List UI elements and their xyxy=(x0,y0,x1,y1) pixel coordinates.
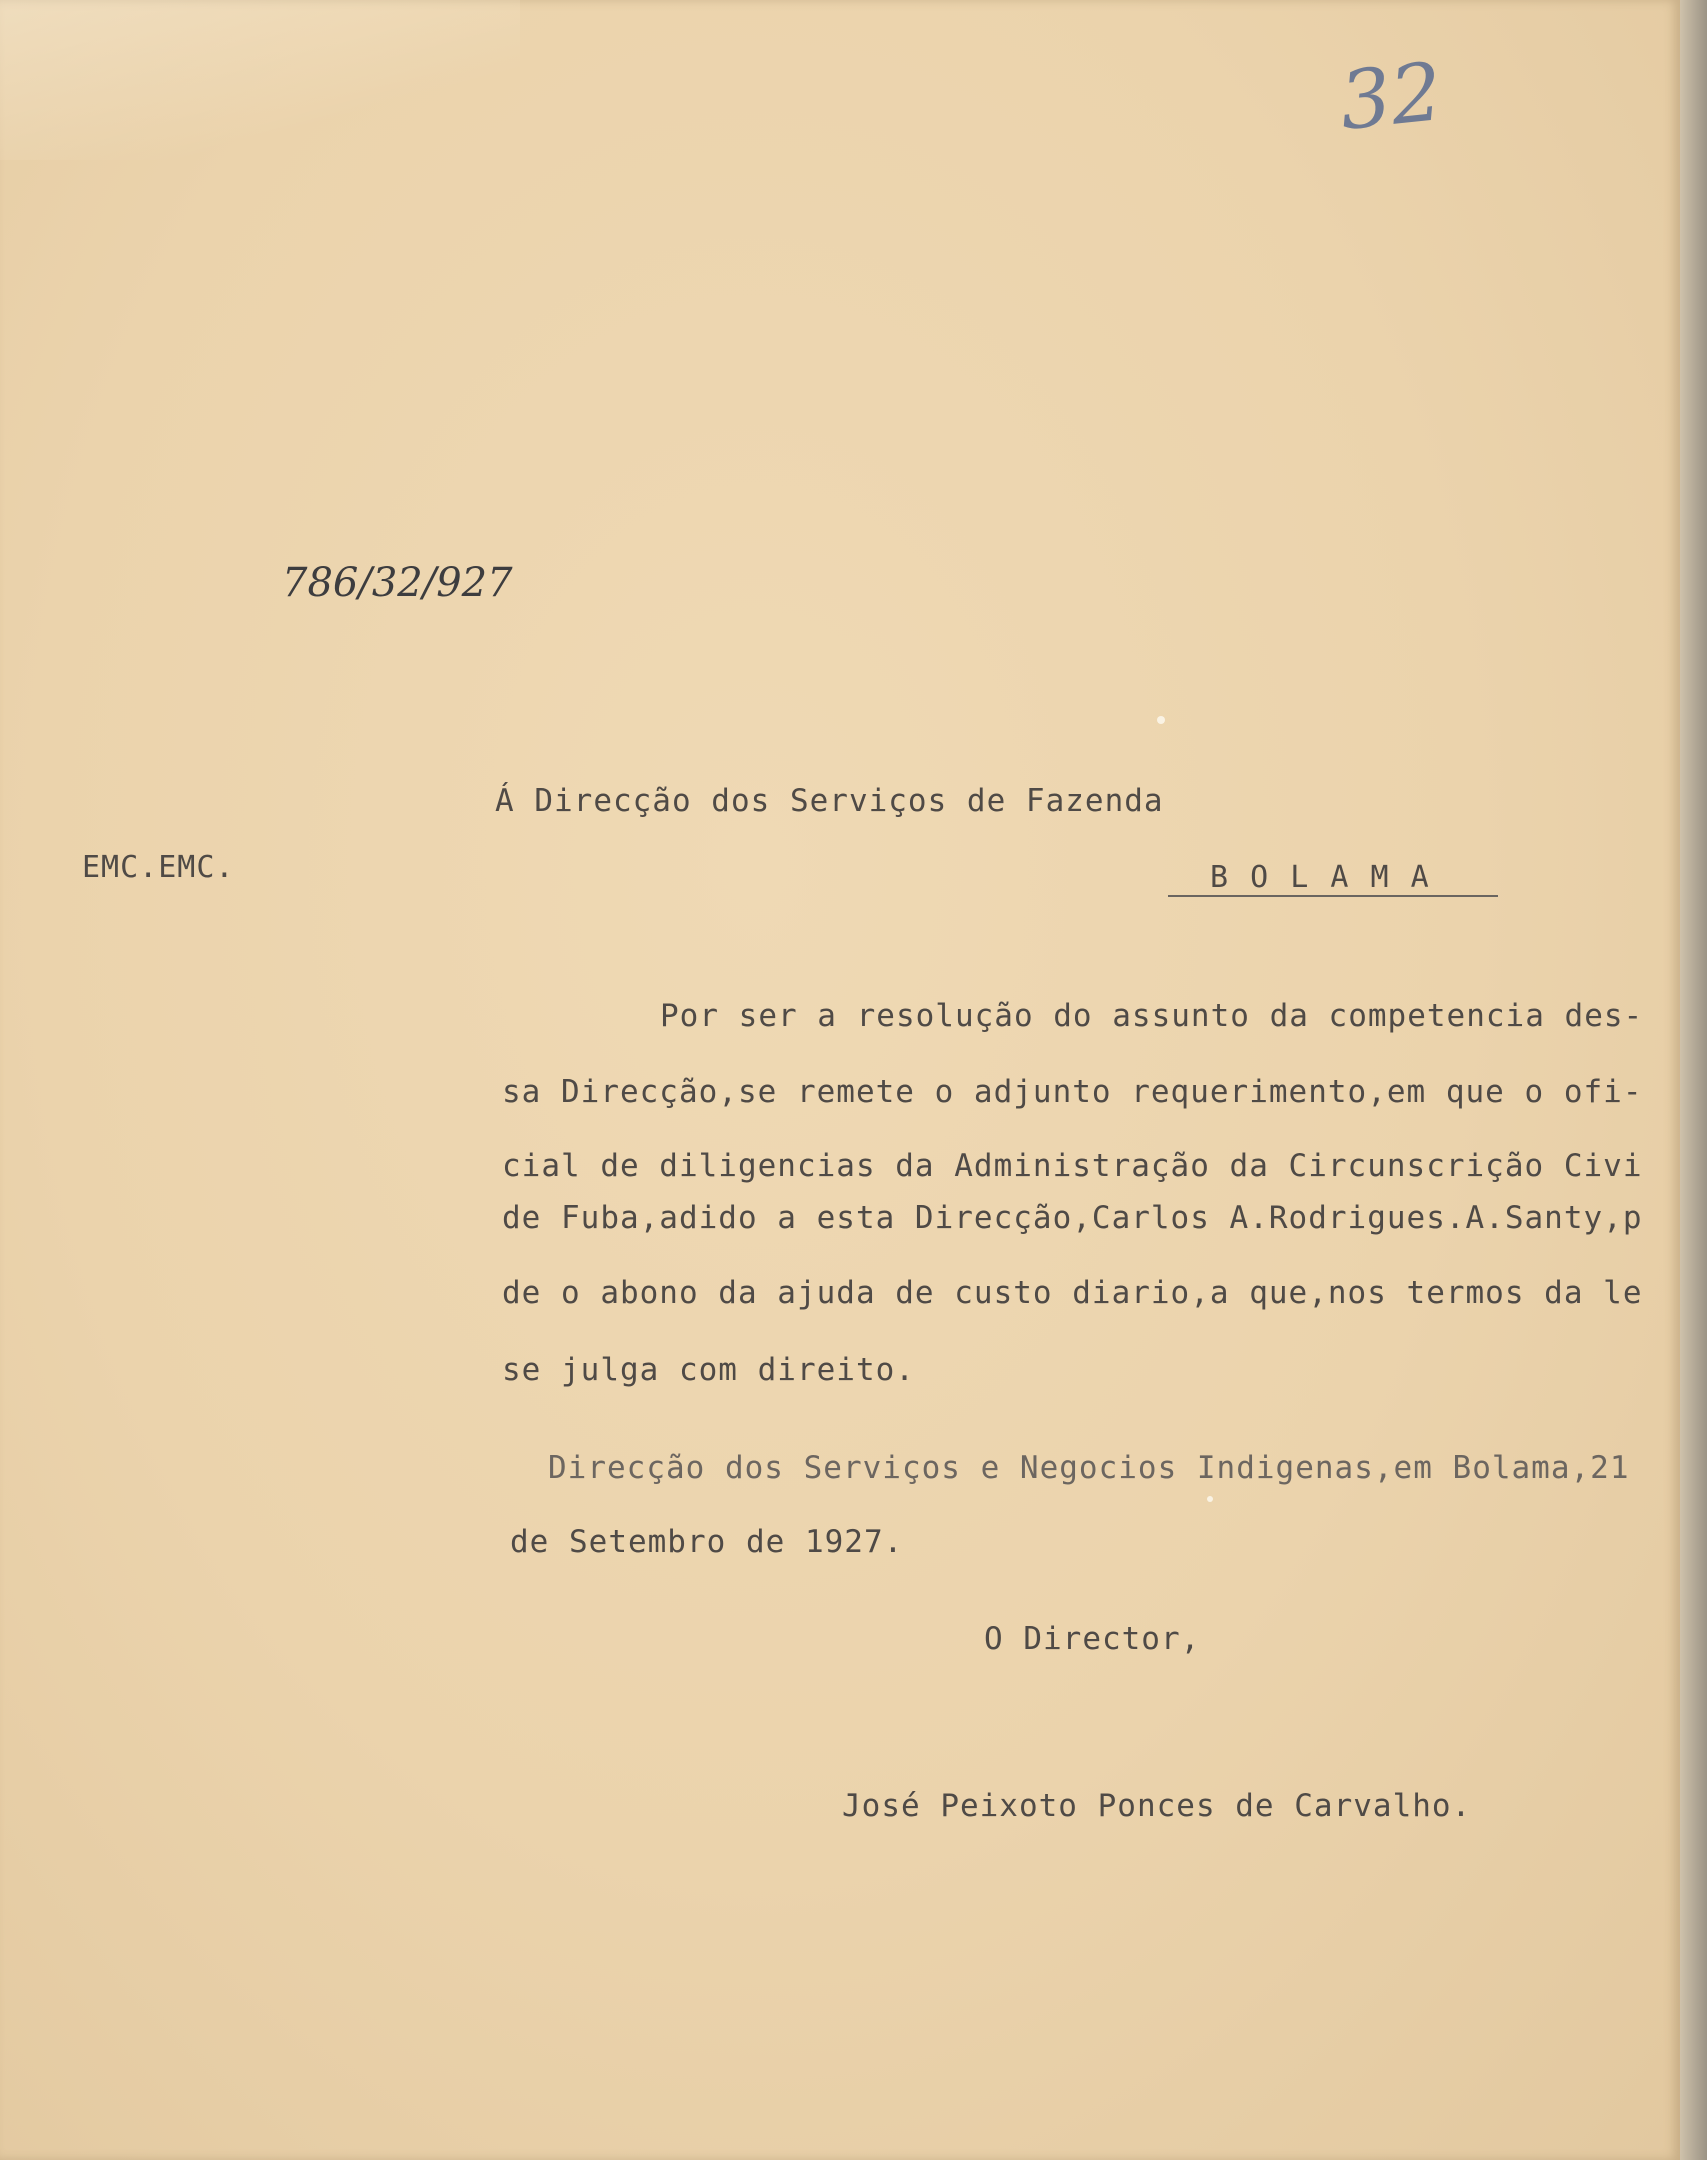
body-line-4: de Fuba,adido a esta Direcção,Carlos A.Rodrigues.A.Santy,p xyxy=(502,1200,1643,1236)
reference-number: 786/32/927 xyxy=(282,560,513,606)
body-line-5: de o abono da ajuda de custo diario,a que,nos termos da le xyxy=(502,1275,1643,1311)
closing-line-1: Direcção dos Serviços e Negocios Indigenas,em Bolama,21 xyxy=(548,1450,1630,1486)
location-underline xyxy=(1168,895,1498,897)
recipient-line: Á Direcção dos Serviços de Fazenda xyxy=(495,783,1164,819)
body-line-6: se julga com direito. xyxy=(502,1352,915,1388)
closing-line-2: de Setembro de 1927. xyxy=(510,1524,904,1560)
folio-number: 32 xyxy=(1335,44,1447,149)
paper-fold-shading xyxy=(0,0,520,160)
paper-speck xyxy=(1157,716,1165,724)
body-line-3: cial de diligencias da Administração da Circunscrição Civi xyxy=(502,1148,1643,1184)
paper-speck xyxy=(1207,1496,1213,1502)
body-line-2: sa Direcção,se remete o adjunto requerimento,em que o ofi- xyxy=(502,1074,1643,1110)
body-line-1: Por ser a resolução do assunto da competencia des- xyxy=(660,998,1644,1034)
signature-title: O Director, xyxy=(984,1621,1201,1657)
location-line: B O L A M A xyxy=(1210,860,1431,895)
initials: EMC.EMC. xyxy=(82,850,235,885)
signature-name: José Peixoto Ponces de Carvalho. xyxy=(842,1788,1472,1824)
page-edge xyxy=(1680,0,1707,2160)
